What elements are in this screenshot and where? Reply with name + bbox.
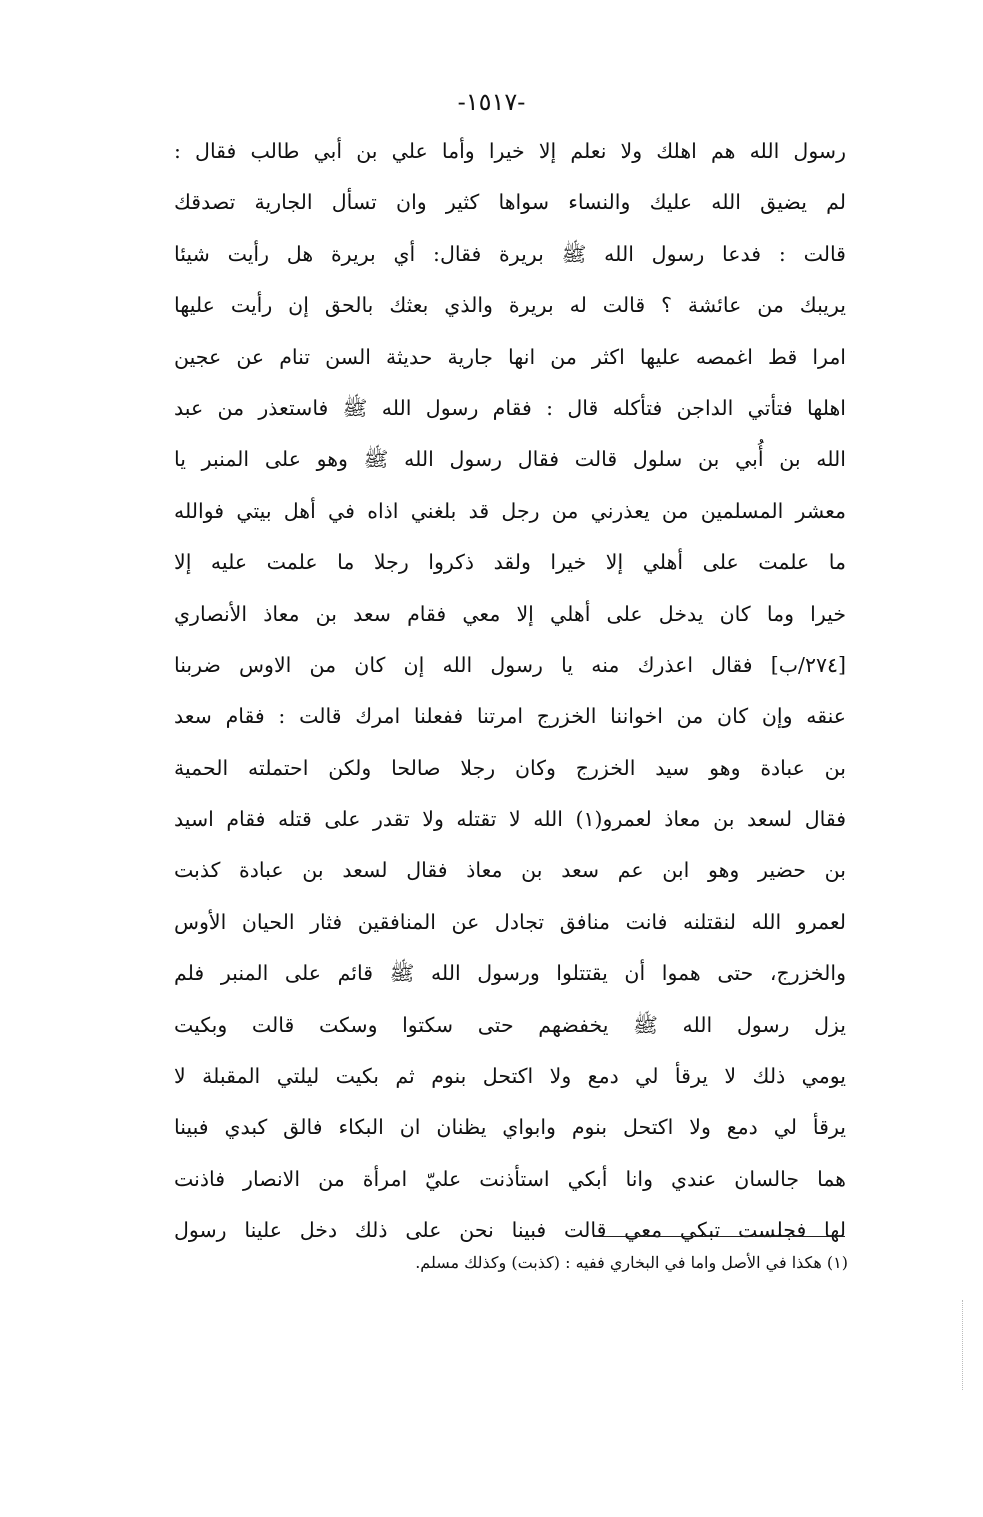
text-line: رسول الله هم اهلك ولا نعلم إلا خيرا وأما علي بن أبي طالب فقال : [174,139,846,163]
text-line: بن حضير وهو ابن عم سعد بن معاذ فقال لسعد بن عبادة كذبت [174,858,846,883]
scan-edge-mark [962,1300,963,1390]
text-line: يريبك من عائشة ؟ قالت له بريرة والذي بعثك بالحق إن رأيت عليها [174,293,846,318]
text-line: لم يضيق الله عليك والنساء سواها كثير وان تسأل الجارية تصدقك [174,190,846,215]
text-line: الله بن أُبي بن سلول قالت فقال رسول الله ﷺ وهو على المنبر يا [174,447,846,472]
text-line: والخزرج، حتى هموا أن يقتتلوا ورسول الله ﷺ قائم على المنبر فلم [174,961,846,986]
text-line: لها فجلست تبكي معي قالت فبينا نحن على ذلك دخل علينا رسول [174,1218,846,1243]
text-line: [٢٧٤/ب] فقال اعذرك منه يا رسول الله إن كان من الاوس ضربنا [174,652,846,677]
text-line: ما علمت على أهلي إلا خيرا ولقد ذكروا رجلا ما علمت عليه إلا [174,550,846,575]
footnote: (١) هكذا في الأصل واما في البخاري ففيه : (كذبت) وكذلك مسلم. [415,1253,848,1272]
page-number: -١٥١٧- [457,88,526,116]
text-line: يرقأ لي دمع ولا اكتحل بنوم وابواي يظنان ان البكاء فالق كبدي فبينا [174,1115,846,1140]
text-line: لعمرو الله لنقتلنه فانت منافق تجادل عن المنافقين فثار الحيان الأوس [174,909,846,934]
text-line: عنقه وإن كان من اخواننا الخزرج امرتنا ففعلنا امرك قالت : فقام سعد [174,704,846,729]
text-line: بن عبادة وهو سيد الخزرج وكان رجلا صالحا ولكن احتملته الحمية [174,755,846,780]
footnote-divider [593,1236,845,1237]
text-line: فقال لسعد بن معاذ لعمرو(١) الله لا تقتله ولا تقدر على قتله فقام اسيد [174,807,846,832]
text-line: امرا قط اغمصه عليها اكثر من انها جارية حديثة السن تنام عن عجين [174,344,846,369]
text-line: معشر المسلمين من يعذرني من رجل قد بلغني اذاه في أهل بيتي فوالله [174,498,846,523]
text-line: قالت : فدعا رسول الله ﷺ بريرة فقال: أي بريرة هل رأيت شيئا [174,241,846,266]
text-line: هما جالسان عندي وانا أبكي استأذنت عليّ امرأة من الانصار فاذنت [174,1166,846,1191]
text-line: يزل رسول الله ﷺ يخفضهم حتى سكتوا وسكت قالت وبكيت [174,1012,846,1037]
text-line: يومي ذلك لا يرقأ لي دمع ولا اكتحل بنوم ثم بكيت ليلتي المقبلة لا [174,1064,846,1089]
text-line: اهلها فتأتي الداجن فتأكله قال : فقام رسول الله ﷺ فاستعذر من عبد [174,395,846,420]
text-line: خيرا وما كان يدخل على أهلي إلا معي فقام سعد بن معاذ الأنصاري [174,601,846,626]
body-text [174,126,846,1257]
